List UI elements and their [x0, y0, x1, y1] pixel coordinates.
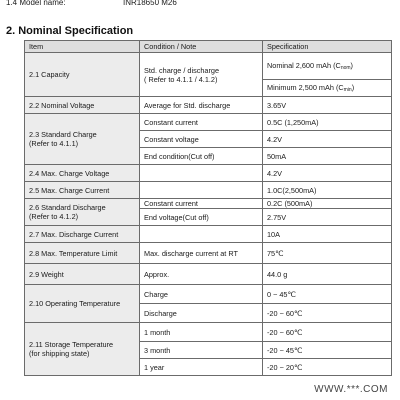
- spec-text-part: ): [350, 61, 353, 70]
- condition-cell: End voltage(Cut off): [140, 209, 263, 226]
- header-item: Item: [25, 41, 140, 53]
- spec-cell: 0.5C (1,250mA): [263, 114, 392, 131]
- model-name-value: INR18650 M26: [123, 0, 177, 7]
- condition-cell: Constant voltage: [140, 131, 263, 148]
- spec-text-part: nom: [340, 65, 351, 71]
- condition-cell: Average for Std. discharge: [140, 97, 263, 114]
- table-header-row: [25, 41, 392, 53]
- spec-text-part: ): [351, 83, 355, 92]
- table-row: [25, 97, 392, 114]
- spec-cell: 3.65V: [263, 97, 392, 114]
- item-cell: 2.2 Nominal Voltage: [25, 97, 140, 114]
- spec-cell: -20 ~ 60℃: [263, 304, 392, 323]
- table-row: [25, 285, 392, 304]
- section-title: 2. Nominal Specification: [6, 25, 134, 37]
- spec-text-part: min: [343, 87, 352, 93]
- spec-text-part: Nominal 2,600 mAh (C: [267, 61, 341, 70]
- condition-cell: 3 month: [140, 342, 263, 359]
- condition-cell: Charge: [140, 285, 263, 304]
- spec-cell: -20 ~ 45℃: [263, 342, 392, 359]
- watermark: WWW.***.COM: [314, 384, 388, 395]
- condition-cell: 1 year: [140, 359, 263, 376]
- table-row: [25, 264, 392, 285]
- item-cell: 2.9 Weight: [25, 264, 140, 285]
- table-row: [25, 199, 392, 209]
- spec-cell: 4.2V: [263, 165, 392, 182]
- spec-cell: 0 ~ 45℃: [263, 285, 392, 304]
- header-specification: Specification: [263, 41, 392, 53]
- table-row: [25, 165, 392, 182]
- condition-cell: [140, 226, 263, 243]
- spec-cell: -20 ~ 60℃: [263, 323, 392, 342]
- condition-cell: Approx.: [140, 264, 263, 285]
- spec-cell: 50mA: [263, 148, 392, 165]
- table-row: [25, 182, 392, 199]
- condition-cell: 1 month: [140, 323, 263, 342]
- table-row: [25, 226, 392, 243]
- condition-cell: Max. discharge current at RT: [140, 243, 263, 264]
- item-cell: 2.6 Standard Discharge (Refer to 4.1.2): [25, 199, 140, 226]
- table-row: [25, 114, 392, 131]
- table-row: [25, 323, 392, 342]
- item-cell: 2.7 Max. Discharge Current: [25, 226, 140, 243]
- table-row: [25, 53, 392, 80]
- condition-text: Std. charge / discharge: [144, 65, 220, 75]
- spec-cell: 1.0C(2,500mA): [263, 182, 392, 199]
- spec-cell: 2.75V: [263, 209, 392, 226]
- condition-cell: Discharge: [140, 304, 263, 323]
- condition-cell: [140, 182, 263, 199]
- table-row: [25, 243, 392, 264]
- item-cell: 2.4 Max. Charge Voltage: [25, 165, 140, 182]
- condition-cell: Constant current: [140, 199, 263, 209]
- spec-cell: [263, 80, 392, 97]
- item-cell: 2.10 Operating Temperature: [25, 285, 140, 323]
- condition-cell: [140, 165, 263, 182]
- previous-spec-row: [0, 0, 400, 9]
- spec-cell: [263, 53, 392, 80]
- spec-cell: 75℃: [263, 243, 392, 264]
- item-cell: 2.8 Max. Temperature Limit: [25, 243, 140, 264]
- item-cell: 2.3 Standard Charge (Refer to 4.1.1): [25, 114, 140, 165]
- header-condition: Condition / Note: [140, 41, 263, 53]
- condition-cell: [140, 53, 263, 97]
- spec-cell: 4.2V: [263, 131, 392, 148]
- condition-cell: Constant current: [140, 114, 263, 131]
- condition-cell: End condition(Cut off): [140, 148, 263, 165]
- item-cell: 2.1 Capacity: [25, 53, 140, 97]
- spec-cell: -20 ~ 20℃: [263, 359, 392, 376]
- condition-text: ( Refer to 4.1.1 / 4.1.2): [144, 74, 218, 84]
- spec-cell: 44.0 g: [263, 264, 392, 285]
- spec-cell: 10A: [263, 226, 392, 243]
- spec-text-part: Minimum 2,500 mAh (C: [267, 83, 344, 92]
- item-cell: 2.11 Storage Temperature (for shipping state): [25, 323, 140, 376]
- spec-cell: 0.2C (500mA): [263, 199, 392, 209]
- model-name-label: 1.4 Model name:: [6, 0, 66, 7]
- item-cell: 2.5 Max. Charge Current: [25, 182, 140, 199]
- spec-table: [24, 40, 392, 376]
